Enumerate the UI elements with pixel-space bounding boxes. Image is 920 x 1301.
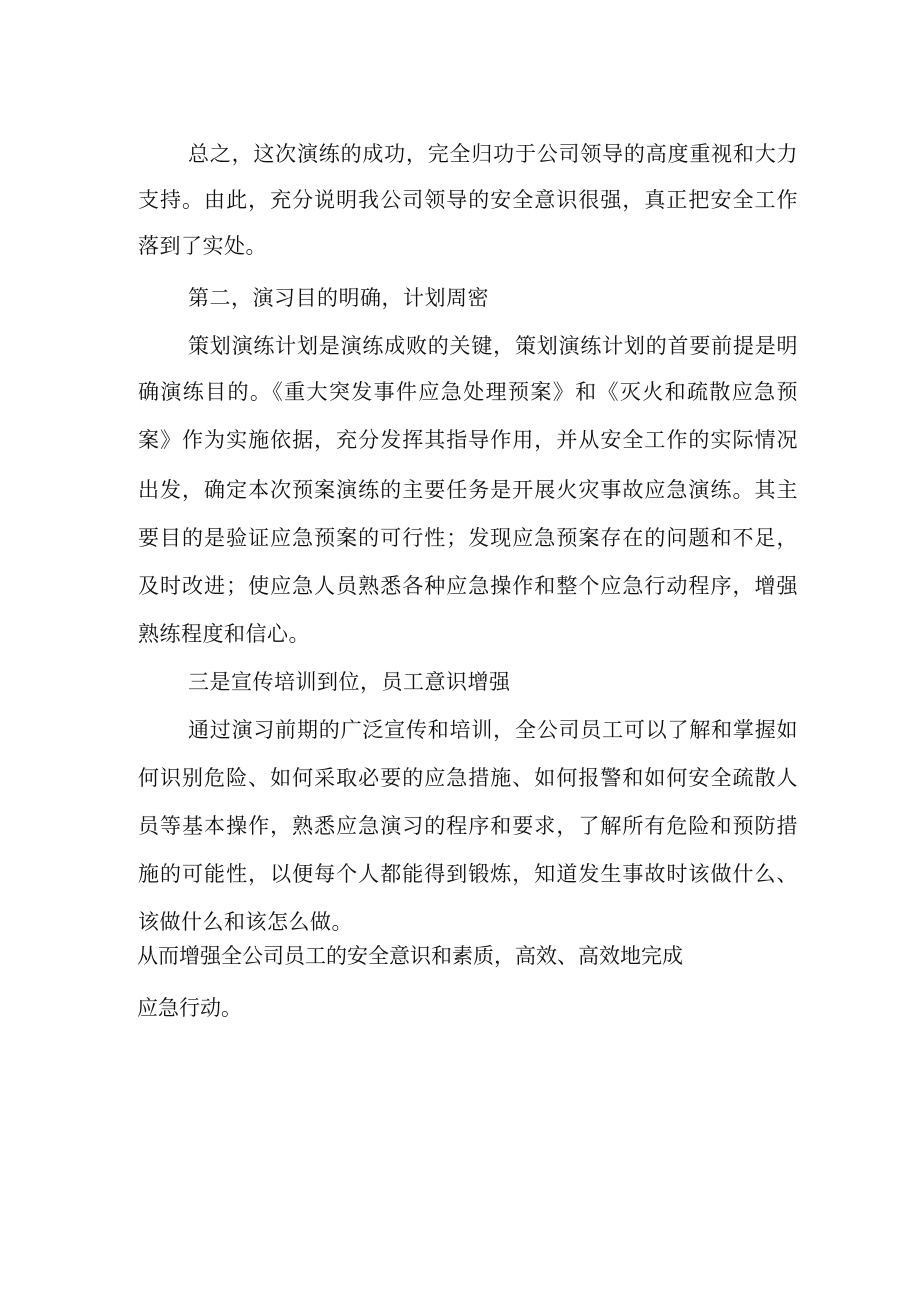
paragraph-2-line-4: 出发，确定本次预案演练的主要任务是开展火灾事故应急演练。其主 <box>138 478 798 502</box>
paragraph-3-line-7: 应急行动。 <box>137 996 242 1020</box>
paragraph-2-line-1: 策划演练计划是演练成败的关键，策划演练计划的首要前提是明 <box>188 334 798 358</box>
paragraph-3-line-3: 员等基本操作，熟悉应急演习的程序和要求，了解所有危险和预防措 <box>138 814 798 838</box>
section-heading-2: 第二，演习目的明确，计划周密 <box>188 286 489 310</box>
paragraph-1-line-2: 支持。由此，充分说明我公司领导的安全意识很强，真正把安全工作 <box>138 188 798 212</box>
paragraph-3-line-4: 施的可能性，以便每个人都能得到锻炼，知道发生事故时该做什么、 <box>138 862 798 886</box>
paragraph-2-line-7: 熟练程度和信心。 <box>138 622 310 646</box>
paragraph-2-line-5: 要目的是验证应急预案的可行性；发现应急预案存在的问题和不足， <box>138 526 798 550</box>
paragraph-3-line-2: 何识别危险、如何采取必要的应急措施、如何报警和如何安全疏散人 <box>138 766 798 790</box>
paragraph-3-line-6: 从而增强全公司员工的安全意识和素质，高效、高效地完成 <box>137 944 683 968</box>
paragraph-2-line-2: 确演练目的。《重大突发事件应急处理预案》和《灭火和疏散应急预 <box>138 380 798 404</box>
paragraph-1-line-1: 总之，这次演练的成功，完全归功于公司领导的高度重视和大力 <box>188 142 798 166</box>
paragraph-3-line-5: 该做什么和该怎么做。 <box>138 910 353 934</box>
paragraph-2-line-3: 案》作为实施依据，充分发挥其指导作用，并从安全工作的实际情况 <box>138 428 798 452</box>
section-heading-3: 三是宣传培训到位，员工意识增强 <box>188 670 511 694</box>
paragraph-1-line-3: 落到了实处。 <box>138 234 267 258</box>
paragraph-2-line-6: 及时改进；使应急人员熟悉各种应急操作和整个应急行动程序，增强 <box>138 574 798 598</box>
paragraph-3-line-1: 通过演习前期的广泛宣传和培训，全公司员工可以了解和掌握如 <box>188 718 798 742</box>
